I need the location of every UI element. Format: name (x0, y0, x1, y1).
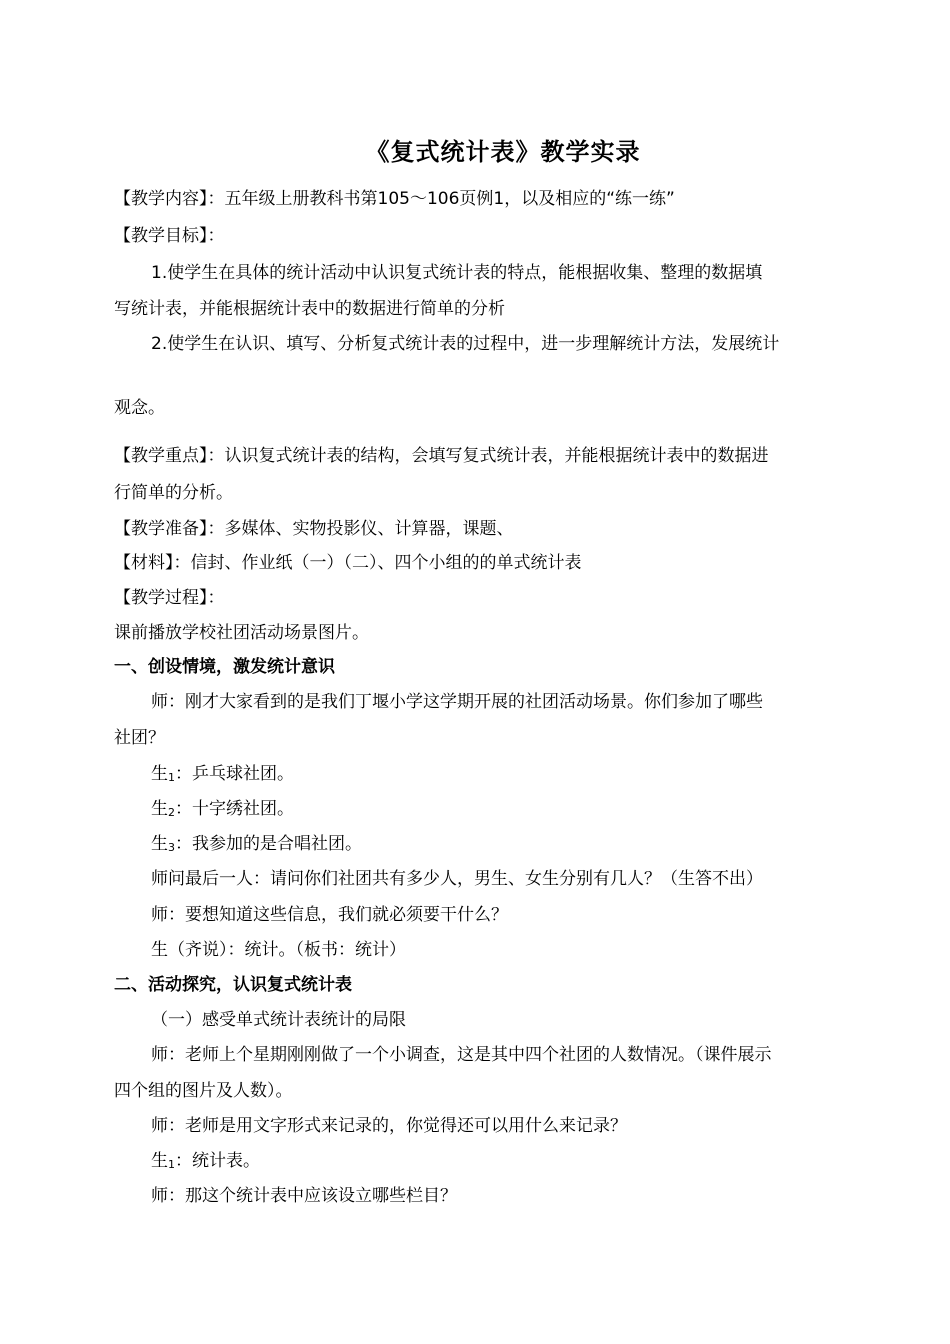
students-chorus-answer: 生（齐说）：统计。（板书：统计） (151, 940, 406, 960)
section-2-heading: 二、活动探究，认识复式统计表 (114, 975, 352, 995)
student-1-statistics-answer (151, 1149, 838, 1177)
student-number: 1 (168, 771, 175, 784)
section-1-heading: 一、创设情境，激发统计意识 (114, 657, 335, 677)
teacher-line-1: 师：刚才大家看到的是我们丁堰小学这学期开展的社团活动场景。你们参加了哪些 (151, 692, 763, 712)
goal-1-line-1: 1.使学生在具体的统计活动中认识复式统计表的特点，能根据收集、整理的数据填 (151, 263, 763, 283)
teacher-question-last: 师问最后一人：请问你们社团共有多少人，男生、女生分别有几人？（生答不出） (151, 869, 763, 889)
student-label: 生 (151, 799, 168, 819)
teacher-survey-line-2: 四个组的图片及人数）。 (114, 1081, 293, 1101)
teaching-content: 【教学内容】：五年级上册教科书第105～106页例1，以及相应的“练一练” (114, 189, 675, 209)
student-number: 2 (168, 806, 175, 819)
teacher-record-question: 师：老师是用文字形式来记录的，你觉得还可以用什么来记录？ (151, 1116, 627, 1136)
student-number: 1 (168, 1158, 175, 1171)
document-title: 《复式统计表》教学实录 (365, 137, 641, 166)
subsection-1-heading: （一）感受单式统计表统计的局限 (151, 1010, 406, 1030)
teaching-focus-line-1: 【教学重点】：认识复式统计表的结构，会填写复式统计表，并能根据统计表中的数据进 (114, 446, 769, 466)
student-answer-text: ：我参加的是合唱社团。 (175, 834, 362, 854)
teaching-preparation: 【教学准备】：多媒体、实物投影仪、计算器，课题、 (114, 519, 514, 539)
student-label: 生 (151, 764, 168, 784)
materials: 【材料】：信封、作业纸（一）（二）、四个小组的的单式统计表 (114, 553, 582, 573)
goal-2-line-2: 观念。 (114, 398, 165, 418)
teacher-columns-question: 师：那这个统计表中应该设立哪些栏目？ (151, 1186, 457, 1206)
student-label: 生 (151, 1151, 168, 1171)
teacher-line-1-cont: 社团？ (114, 728, 165, 748)
student-answer-text: ：乒乓球社团。 (175, 764, 294, 784)
teaching-process-heading: 【教学过程】： (114, 588, 225, 608)
goal-2-line-1: 2.使学生在认识、填写、分析复式统计表的过程中，进一步理解统计方法，发展统计 (151, 334, 780, 354)
student-number: 3 (168, 841, 175, 854)
teacher-question-statistics: 师：要想知道这些信息，我们就必须要干什么？ (151, 905, 508, 925)
student-answer-text: ：十字绣社团。 (175, 799, 294, 819)
student-1-answer (151, 762, 838, 790)
goal-1-line-2: 写统计表，并能根据统计表中的数据进行简单的分析 (114, 299, 505, 319)
pre-class-note: 课前播放学校社团活动场景图片。 (114, 623, 369, 643)
student-2-answer (151, 797, 838, 825)
teaching-goals-heading: 【教学目标】： (114, 226, 225, 246)
teaching-focus-line-2: 行简单的分析。 (114, 483, 233, 503)
student-answer-text: ：统计表。 (175, 1151, 260, 1171)
student-label: 生 (151, 834, 168, 854)
student-3-answer (151, 832, 838, 860)
teacher-survey-line-1: 师：老师上个星期刚刚做了一个小调查，这是其中四个社团的人数情况。（课件展示 (151, 1045, 772, 1065)
